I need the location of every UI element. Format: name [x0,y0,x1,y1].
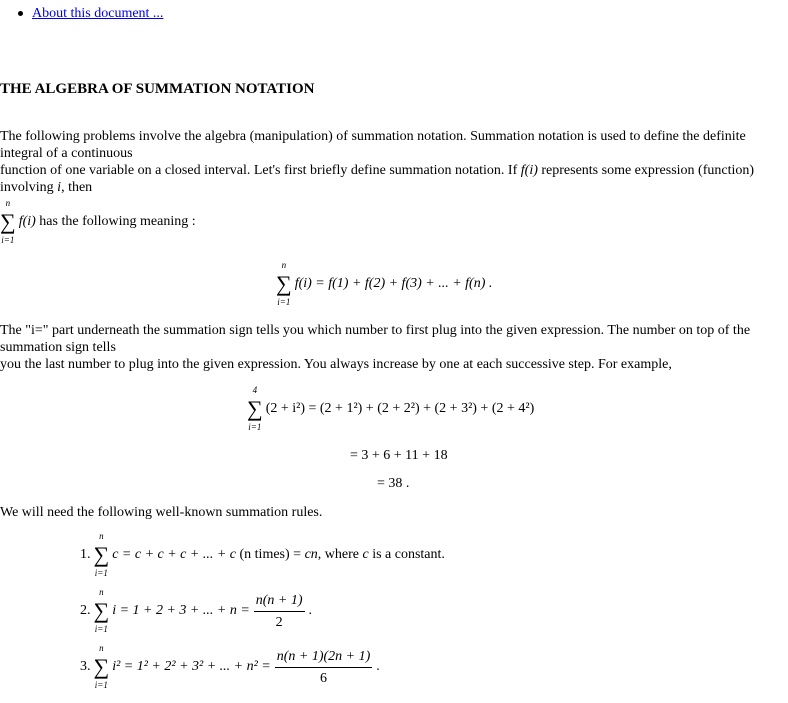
page-title: THE ALGEBRA OF SUMMATION NOTATION [0,81,315,97]
sum-lower: i=1 [248,422,262,432]
text: is a constant. [368,547,445,562]
denominator: 6 [320,670,328,686]
numerator: n(n + 1)(2n + 1) [275,648,373,668]
list-bullet [18,11,23,16]
example-step2: = 38 . [377,476,410,491]
sum-lower: i=1 [94,624,108,634]
math-cn: cn [304,547,318,562]
sigma-icon: ∑ [0,209,16,234]
summation-symbol [276,260,292,308]
explanation-line2: you the last number to plug into the given expression. You always increase by one at each successive step. For example, [0,357,672,372]
sum-body: f(i) [18,214,36,229]
example-step1: = 3 + 6 + 11 + 18 [350,448,448,463]
summation-symbol [247,385,263,433]
text: . [308,603,313,618]
sigma-icon: ∑ [93,654,110,679]
text: , then [61,180,93,195]
nav-list [0,0,788,24]
numerator: n(n + 1) [254,592,305,612]
sum-upper: n [99,587,104,597]
about-document-link[interactable]: About this document ... [32,6,164,21]
rule-number: 3. [80,659,91,674]
intro-line2 [0,162,788,196]
sum-upper: n [99,643,104,653]
text: has the following meaning : [35,214,196,229]
rule-number: 1. [80,547,91,562]
sigma-icon: ∑ [276,271,292,296]
math-fi: f(i) [520,163,538,178]
intro-paragraph [0,128,788,246]
summation-symbol [94,587,110,635]
summation-symbol [94,531,110,579]
sum-lower: i=1 [1,235,15,245]
formula-body: f(i) = f(1) + f(2) + f(3) + ... + f(n) . [294,276,493,291]
sigma-icon: ∑ [93,542,110,567]
fraction [254,592,305,631]
text: . [376,659,380,674]
rule-2 [80,587,788,635]
math-i: i [57,180,62,195]
intro-line1: The following problems involve the algebra (manipulation) of summation notation. Summation notation is used to define the definite integral of a continuous [0,129,746,161]
formula-body: c = c + c + c + ... + c [112,547,236,562]
rule-number: 2. [80,603,91,618]
summation-symbol [0,198,16,246]
denominator: 2 [275,614,283,630]
text: represents some expression (function) involving [0,163,755,195]
rule-1 [80,531,788,579]
sum-lower: i=1 [277,297,291,307]
formula-body: (2 + i²) = (2 + 1²) + (2 + 2²) + (2 + 3²) + (2 + 4²) [265,401,535,416]
sigma-icon: ∑ [93,598,110,623]
text: function of one variable on a closed interval. Let's first briefly define summation notation. If [0,163,521,178]
sum-upper: n [99,531,104,541]
text: (n times) = [236,547,305,562]
explanation-paragraph [0,322,788,373]
sum-upper: 4 [252,385,258,395]
example-formula [247,385,788,433]
rules-intro: We will need the following well-known summation rules. [0,505,323,520]
math-c: c [362,547,369,562]
formula-body: i² = 1² + 2² + 3² + ... + n² = [112,659,271,674]
explanation-line1: The "i=" part underneath the summation sign tells you which number to first plug into the given expression. The number on top of the summation sign tells [0,323,751,355]
formula-body: i = 1 + 2 + 3 + ... + n = [112,603,250,618]
fraction [275,648,373,687]
definition-formula [276,260,788,308]
intro-line3 [0,198,788,246]
sum-lower: i=1 [94,568,108,578]
summation-symbol [94,643,110,691]
sum-upper: n [281,260,287,270]
sum-lower: i=1 [94,680,108,690]
rule-3 [80,643,788,691]
sum-upper: n [5,198,11,208]
sigma-icon: ∑ [247,396,263,421]
text: , where [317,547,363,562]
